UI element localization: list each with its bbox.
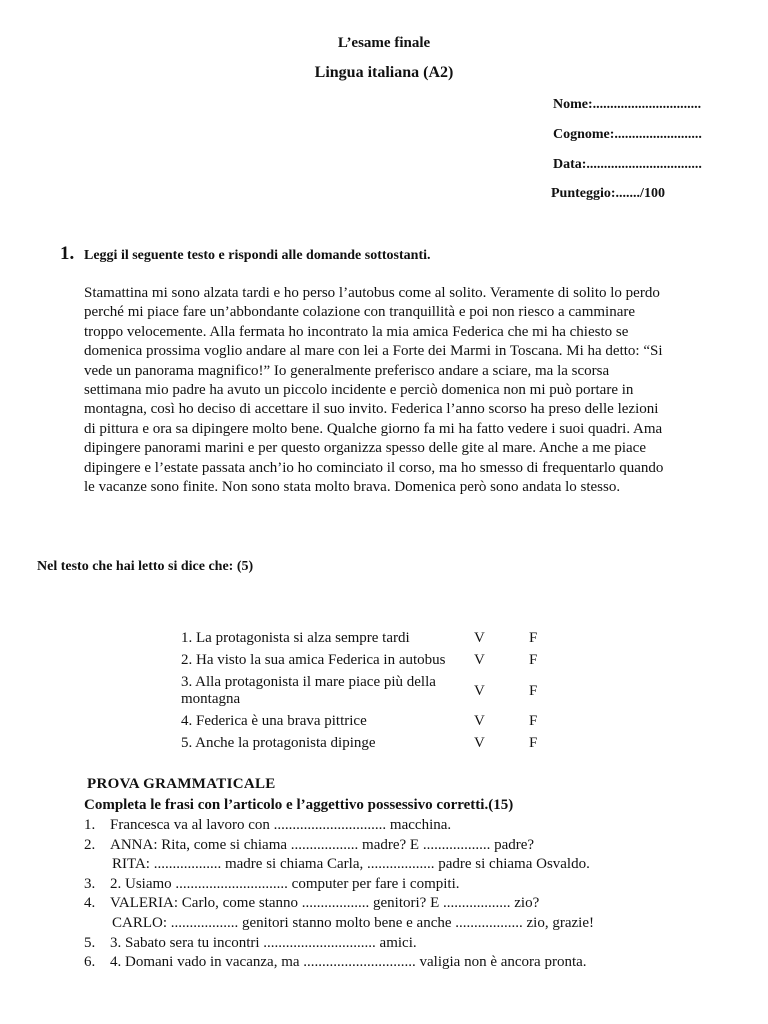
table-row bbox=[178, 650, 559, 673]
grammar-list bbox=[84, 816, 684, 973]
table-row bbox=[178, 733, 559, 756]
false-option[interactable]: F bbox=[529, 629, 538, 646]
passage-line: domenica prossima voglio andare al mare con lei a Forte dei Marmi in Toscana. Mi ha detto: “Si bbox=[84, 343, 663, 360]
passage-line: troppo velocemente. Alla fermata ho incontrato la mia amica Federica che mi ha chiesto se bbox=[84, 323, 629, 340]
statement-text: 2. Ha visto la sua amica Federica in autobus bbox=[181, 652, 446, 669]
data-field[interactable]: Data:................................. bbox=[553, 157, 702, 172]
reading-passage bbox=[84, 284, 734, 497]
list-item bbox=[84, 836, 684, 856]
item-text[interactable]: Francesca va al lavoro con .............................. macchina. bbox=[110, 817, 452, 833]
table-row bbox=[178, 710, 559, 733]
list-item bbox=[84, 914, 684, 934]
exercise-instruction: Leggi il seguente testo e rispondi alle domande sottostanti. bbox=[84, 248, 431, 263]
punteggio-field[interactable]: Punteggio:......./100 bbox=[551, 186, 665, 201]
passage-line: dipingere e l’estate passata anch’io ho cominciato il corso, ma ho smesso di frequentarlo quando bbox=[84, 459, 664, 476]
true-option[interactable]: V bbox=[474, 629, 485, 646]
cognome-field[interactable]: Cognome:......................... bbox=[553, 127, 702, 142]
grammar-section-title: PROVA GRAMMATICALE bbox=[87, 776, 276, 792]
item-number: 3. bbox=[84, 875, 96, 892]
passage-line: dipingere panorami marini e per questo organizza spesso delle gite al mare. Anche a me piace bbox=[84, 440, 647, 457]
passage-line: settimana mio padre ha avuto un piccolo incidente e perciò domenica non mi può portare in bbox=[84, 382, 634, 399]
true-option[interactable]: V bbox=[474, 682, 485, 699]
list-item bbox=[84, 875, 684, 895]
item-number: 2. bbox=[84, 836, 96, 853]
table-row bbox=[178, 627, 559, 650]
statement-text: 4. Federica è una brava pittrice bbox=[181, 712, 367, 729]
false-option[interactable]: F bbox=[529, 682, 538, 699]
statement-text: 1. La protagonista si alza sempre tardi bbox=[181, 629, 410, 646]
exam-subtitle: Lingua italiana (A2) bbox=[314, 64, 454, 81]
list-item bbox=[84, 953, 684, 973]
item-number: 1. bbox=[84, 817, 96, 833]
exercise-number: 1. bbox=[60, 243, 75, 264]
passage-line: di pittura e ora sa dipingere molto bene. Qualche giorno fa mi ha fatto vedere i suoi quadri. Ama bbox=[84, 420, 663, 437]
true-false-title: Nel testo che hai letto si dice che: (5) bbox=[37, 559, 254, 574]
passage-line: Stamattina mi sono alzata tardi e ho perso l’autobus come al solito. Veramente di solito lo perdo bbox=[84, 285, 660, 301]
item-number: 5. bbox=[84, 934, 96, 951]
passage-line: perché mi piace fare un’abbondante colazione con tranquillità e poi non riesco a camminare bbox=[84, 304, 636, 321]
statement-text: 5. Anche la protagonista dipinge bbox=[181, 735, 376, 752]
item-text[interactable]: CARLO: .................. genitori stanno molto bene e anche .................. zio, grazie! bbox=[112, 914, 594, 931]
item-text[interactable]: ANNA: Rita, come si chiama .................. madre? E .................. padre? bbox=[110, 836, 535, 853]
true-option[interactable]: V bbox=[474, 652, 485, 669]
list-item bbox=[84, 816, 684, 836]
item-text[interactable]: 4. Domani vado in vacanza, ma .............................. valigia non è ancora pronta. bbox=[110, 954, 587, 971]
item-text[interactable]: 3. Sabato sera tu incontri .............................. amici. bbox=[110, 934, 417, 951]
list-item bbox=[84, 855, 684, 875]
item-number: 4. bbox=[84, 895, 96, 912]
true-false-table bbox=[178, 627, 559, 755]
item-text[interactable]: 2. Usiamo .............................. computer per fare i compiti. bbox=[110, 875, 460, 892]
table-row bbox=[178, 672, 559, 710]
statement-text: 3. Alla protagonista il mare piace più della montagna bbox=[181, 674, 436, 707]
passage-line: montagna, così ho deciso di accettare il suo invito. Federica l’anno scorso ha preso delle lezioni bbox=[84, 401, 659, 418]
exam-title: L’esame finale bbox=[337, 35, 431, 51]
item-text[interactable]: VALERIA: Carlo, come stanno .................. genitori? E .................. zio? bbox=[110, 895, 540, 912]
true-option[interactable]: V bbox=[474, 735, 485, 752]
false-option[interactable]: F bbox=[529, 712, 538, 729]
false-option[interactable]: F bbox=[529, 735, 538, 752]
grammar-instruction: Completa le frasi con l’articolo e l’aggettivo possessivo corretti.(15) bbox=[84, 797, 514, 813]
passage-line: vede un panorama magnifico!” Io generalmente preferisco andare a sciare, ma la scorsa bbox=[84, 362, 610, 379]
list-item bbox=[84, 894, 684, 914]
item-number: 6. bbox=[84, 954, 96, 971]
item-text[interactable]: RITA: .................. madre si chiama Carla, .................. padre si chiama Osvaldo. bbox=[112, 856, 590, 873]
nome-field[interactable]: Nome:............................... bbox=[553, 97, 702, 112]
passage-line: le vacanze sono finite. Non sono stata molto brava. Domenica però sono andata lo stesso. bbox=[84, 479, 621, 496]
false-option[interactable]: F bbox=[529, 652, 538, 669]
true-option[interactable]: V bbox=[474, 712, 485, 729]
list-item bbox=[84, 934, 684, 954]
